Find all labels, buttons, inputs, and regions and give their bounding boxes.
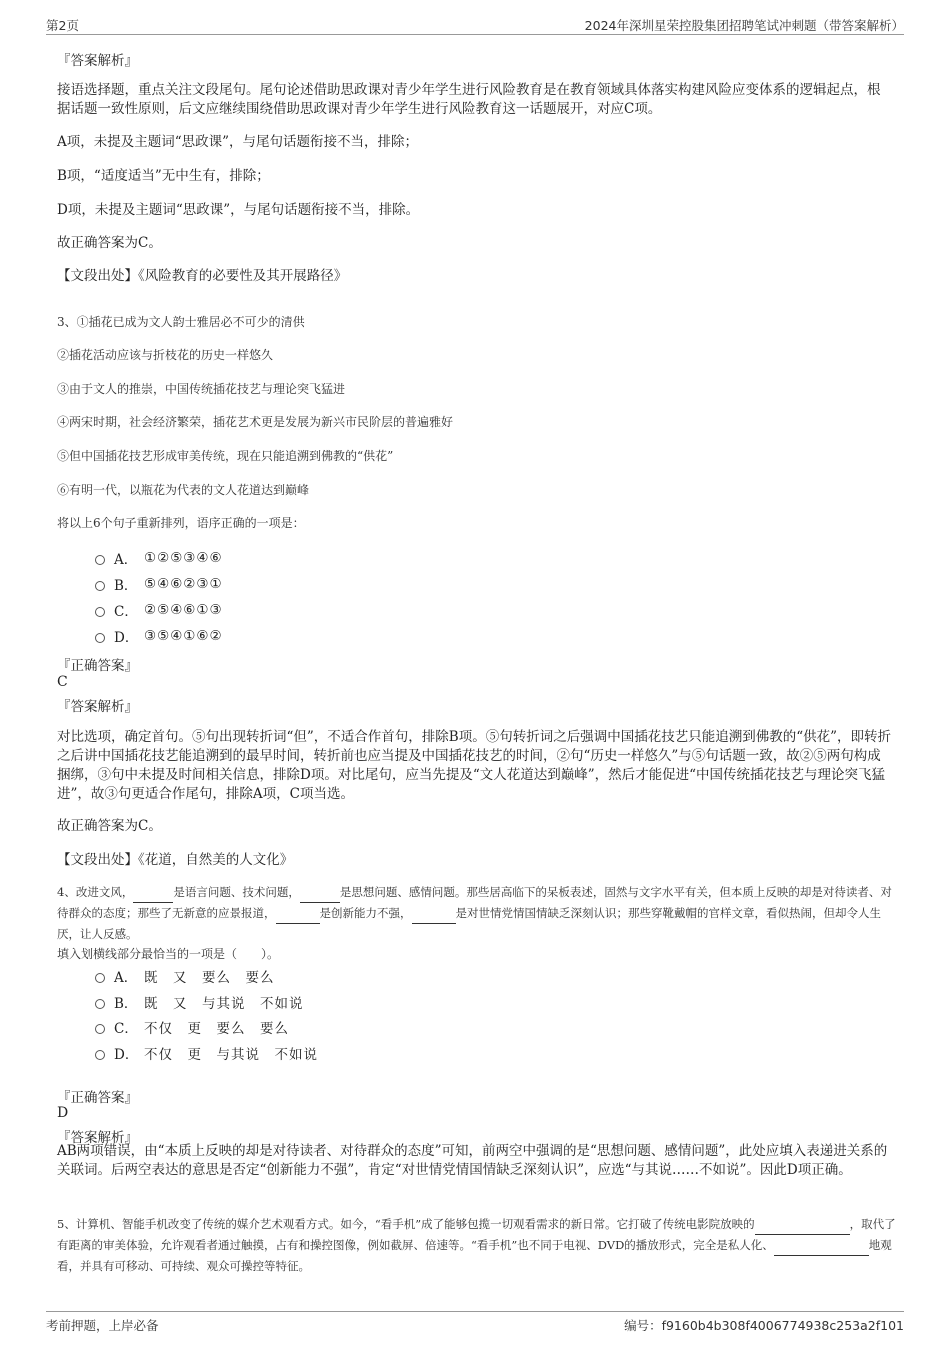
q2-analysis-text: 接语选择题，重点关注文段尾句。尾句论述借助思政课对青少年学生进行风险教育是在教育领域具体落实构建风险应变体系的逻辑起点，根据话题一致性原则，后文应继续围绕借助思政课对青少年学生进行风险教育这一话题展开，对应C项。 bbox=[57, 82, 881, 117]
option-text: 既 又 与其说 不如说 bbox=[144, 996, 304, 1012]
q4-passage-b: 是思想问题、感情问题。那些居高临下的呆板表述，固然与文字水平有关，但本质上反映的却是对待读者、对待群众的态度；那些了无新意的应景报道， bbox=[57, 885, 892, 920]
q3-analysis-text: 对比选项，确定首句。⑤句出现转折词“但”，不适合作首句，排除B项。⑤句转折词之后强调中国插花技艺只能追溯到佛教的“供花”，即转折之后讲中国插花技艺能追溯到的最早时间，转折前也应当提及中国插花技艺的时间，②句“历史一样悠久”与⑤句话题一致，故②⑤两句构成捆绑，③句中未提及时间相关信息，排除D项。对比尾句，应当先提及“文人花道达到巅峰”，然后才能促进“中国传统插花技艺与理论突飞猛进”，故③句更适合作尾句，排除A项，C项当选。 bbox=[57, 729, 892, 802]
q3-analysis-label: 『答案解析』 bbox=[57, 699, 138, 715]
document-id: 编号：f9160b4b308f4006774938c253a2f101 bbox=[624, 1318, 904, 1333]
q4-option-c[interactable] bbox=[95, 1017, 289, 1037]
q3-answer-label: 『正确答案』 bbox=[57, 658, 138, 674]
q3-option-c[interactable] bbox=[95, 600, 223, 620]
q3-sentence-5: ⑤但中国插花技艺形成审美传统，现在只能追溯到佛教的“供花” bbox=[57, 449, 394, 463]
option-letter: D． bbox=[114, 1047, 139, 1063]
option-text: ②⑤④⑥①③ bbox=[144, 602, 223, 618]
radio-button[interactable] bbox=[95, 1024, 105, 1034]
q3-prompt: 将以上6个句子重新排列，语序正确的一项是： bbox=[57, 516, 305, 530]
q4-option-d[interactable] bbox=[95, 1043, 318, 1063]
q5-passage bbox=[57, 1214, 897, 1277]
option-text: 既 又 要么 要么 bbox=[144, 970, 275, 986]
q3-source: 【文段出处】《花道，自然美的人文化》 bbox=[57, 852, 294, 868]
radio-button[interactable] bbox=[95, 555, 105, 565]
q2-conclusion: 故正确答案为C。 bbox=[57, 235, 162, 251]
q4-answer-label: 『正确答案』 bbox=[57, 1090, 138, 1106]
q3-option-b[interactable] bbox=[95, 574, 223, 594]
document-title: 2024年深圳星荣控股集团招聘笔试冲刺题（带答案解析） bbox=[584, 18, 904, 33]
q2-option-b-note: B项，“适度适当”无中生有，排除； bbox=[57, 168, 270, 184]
radio-button[interactable] bbox=[95, 999, 105, 1009]
q2-source: 【文段出处】《风险教育的必要性及其开展路径》 bbox=[57, 268, 348, 284]
q5-passage-b: 地观看，并具有可移动、可持续、观众可操控等特征。 bbox=[57, 1238, 892, 1273]
page-footer bbox=[46, 1311, 904, 1335]
q4-passage-a: 是语言问题、技术问题， bbox=[173, 885, 300, 899]
q4-blank-4 bbox=[412, 923, 456, 924]
q4-passage-start: 4、改进文风， bbox=[57, 885, 134, 899]
option-letter: C． bbox=[114, 604, 138, 620]
option-letter: C． bbox=[114, 1021, 138, 1037]
q3-sentence-6: ⑥有明一代，以瓶花为代表的文人花道达到巅峰 bbox=[57, 483, 310, 497]
option-letter: B． bbox=[114, 578, 138, 594]
q3-sentence-4: ④两宋时期，社会经济繁荣，插花艺术更是发展为新兴市民阶层的普遍雅好 bbox=[57, 415, 454, 429]
q3-sentence-1: 3、①插花已成为文人韵士雅居必不可少的清供 bbox=[57, 315, 305, 329]
q2-option-a-note: A项，未提及主题词“思政课”，与尾句话题衔接不当，排除； bbox=[57, 134, 419, 150]
q5-passage-a: ，取代了有距离的审美体验，允许观看者通过触摸，占有和操控图像，例如截屏、倍速等。“看手机”也不同于电视、DVD的播放形式，完全是私人化、 bbox=[57, 1217, 896, 1252]
q4-blank-1 bbox=[133, 902, 173, 903]
radio-button[interactable] bbox=[95, 633, 105, 643]
q3-sentence-2: ②插花活动应该与折枝花的历史一样悠久 bbox=[57, 348, 274, 362]
q2-option-d-note: D项，未提及主题词“思政课”，与尾句话题衔接不当，排除。 bbox=[57, 202, 420, 218]
option-letter: B． bbox=[114, 996, 138, 1012]
q4-blank-2 bbox=[300, 902, 340, 903]
q5-blank-1 bbox=[755, 1234, 850, 1235]
q4-option-a[interactable] bbox=[95, 966, 275, 986]
q4-analysis-label: 『答案解析』 bbox=[57, 1130, 138, 1146]
option-text: ⑤④⑥②③① bbox=[144, 576, 223, 592]
option-text: ③⑤④①⑥② bbox=[144, 628, 223, 644]
option-letter: A． bbox=[114, 970, 138, 986]
page-header bbox=[46, 14, 904, 35]
page-number: 第2页 bbox=[46, 18, 79, 33]
q2-analysis-label: 『答案解析』 bbox=[57, 53, 138, 69]
radio-button[interactable] bbox=[95, 973, 105, 983]
q5-blank-2 bbox=[774, 1255, 869, 1256]
option-letter: A． bbox=[114, 552, 138, 568]
radio-button[interactable] bbox=[95, 607, 105, 617]
q4-analysis-text: AB两项错误，由“本质上反映的却是对待读者、对待群众的态度”可知，前两空中强调的是“思想问题、感情问题”，此处应填入表递进关系的关联词。后两空表达的意思是否定“创新能力不强”，肯定“对世情党情国情缺乏深刻认识”，应选“与其说……不如说”。因此D项正确。 bbox=[57, 1143, 888, 1178]
q4-passage-d: 是对世情党情国情缺乏深刻认识；那些穿靴戴帽的官样文章，看似热闹，但却令人生厌，让人反感。 bbox=[57, 906, 881, 941]
radio-button[interactable] bbox=[95, 1050, 105, 1060]
option-text: 不仅 更 与其说 不如说 bbox=[144, 1047, 318, 1063]
q3-sentence-3: ③由于文人的推崇，中国传统插花技艺与理论突飞猛进 bbox=[57, 382, 346, 396]
q3-conclusion: 故正确答案为C。 bbox=[57, 818, 162, 834]
q3-option-d[interactable] bbox=[95, 626, 223, 646]
q3-answer: C bbox=[57, 674, 68, 690]
q4-answer: D bbox=[57, 1105, 69, 1121]
footer-slogan: 考前押题，上岸必备 bbox=[46, 1318, 159, 1333]
q4-blank-3 bbox=[276, 923, 320, 924]
q3-option-a[interactable] bbox=[95, 548, 223, 568]
option-text: ①②⑤③④⑥ bbox=[144, 550, 223, 566]
q4-passage-c: 是创新能力不强， bbox=[319, 906, 412, 920]
q4-option-b[interactable] bbox=[95, 992, 304, 1012]
option-letter: D． bbox=[114, 630, 139, 646]
radio-button[interactable] bbox=[95, 581, 105, 591]
q4-passage bbox=[57, 882, 897, 945]
option-text: 不仅 更 要么 要么 bbox=[144, 1021, 289, 1037]
q4-prompt: 填入划横线部分最恰当的一项是（ ）。 bbox=[57, 947, 280, 961]
q5-passage-start: 5、计算机、智能手机改变了传统的媒介艺术观看方式。如今，“看手机”成了能够包揽一切观看需求的新日常。它打破了传统电影院放映的 bbox=[57, 1217, 755, 1231]
